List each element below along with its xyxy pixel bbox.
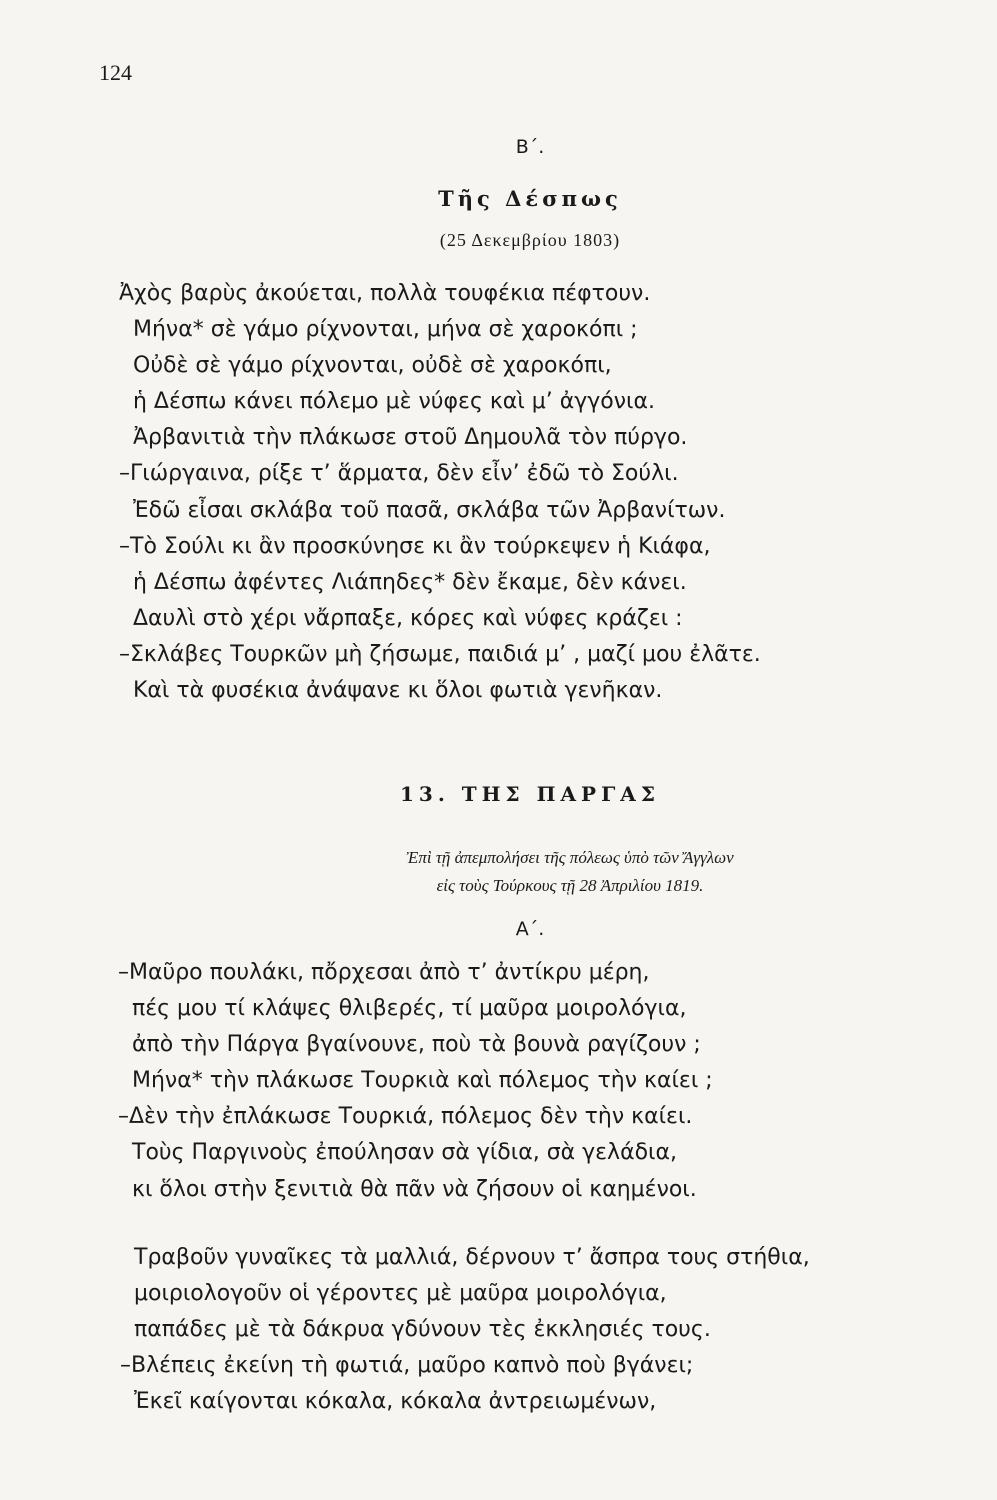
page-number: 124 [99, 60, 132, 85]
verse-line: Οὐδὲ σὲ γάμο ρίχνονται, οὐδὲ σὲ χαροκόπι, [133, 353, 612, 379]
verse-line: –Σκλάβες Τουρκῶν μὴ ζήσωμε, παιδιά μ’ , μαζί μου ἐλᾶτε. [119, 641, 761, 667]
subtitle-line: εἰς τοὺς Τούρκους τῇ 28 Ἀπριλίου 1819. [436, 876, 704, 895]
poem-title-despo: Τῆς Δέσπως [438, 186, 622, 211]
poem1-verses [119, 276, 879, 709]
verse-line: πές μου τί κλάψες θλιβερές, τί μαῦρα μοιρολόγια, [132, 996, 687, 1022]
verse-line: –Γιώργαινα, ρίξε τ’ ἅρματα, δὲν εἶν’ ἐδῶ τὸ Σούλι. [119, 461, 679, 487]
verse-line: Μήνα* σὲ γάμο ρίχνονται, μήνα σὲ χαροκόπι ; [133, 317, 638, 343]
verse-line: Μήνα* τὴν πλάκωσε Τουρκιὰ καὶ πόλεμος τὴν καίει ; [132, 1068, 713, 1094]
verse-line: Καὶ τὰ φυσέκια ἀνάψανε κι ὅλοι φωτιὰ γενῆκαν. [133, 678, 663, 704]
part-a-heading: Α΄. [515, 918, 545, 940]
poem-date: (25 Δεκεμβρίου 1803) [439, 230, 621, 250]
verse-line: μοιριολογοῦν οἱ γέροντες μὲ μαῦρα μοιρολόγια, [134, 1281, 667, 1307]
poem2-stanza-2 [120, 1240, 880, 1420]
verse-line: Ἐδῶ εἶσαι σκλάβα τοῦ πασᾶ, σκλάβα τῶν Ἀρβανίτων. [133, 497, 726, 523]
verse-line: Δαυλὶ στὸ χέρι νἄρπαξε, κόρες καὶ νύφες κράζει : [133, 605, 683, 631]
verse-line: Τραβοῦν γυναῖκες τὰ μαλλιά, δέρνουν τ’ ἄσπρα τους στήθια, [134, 1245, 810, 1270]
poem2-stanza-1 [118, 955, 878, 1208]
verse-line: –Δὲν τὴν ἐπλάκωσε Τουρκιά, πόλεμος δὲν τὴν καίει. [118, 1104, 693, 1130]
poem-title-parga: 13. ΤΗΣ ΠΑΡΓΑΣ [400, 782, 660, 806]
part-b-heading: Β΄. [515, 136, 545, 158]
verse-line: παπάδες μὲ τὰ δάκρυα γδύνουν τὲς ἐκκλησιές τους. [134, 1317, 711, 1343]
verse-line: ἀπὸ τὴν Πάργα βγαίνουνε, ποὺ τὰ βουνὰ ραγίζουν ; [132, 1032, 701, 1058]
verse-line: ἡ Δέσπω ἀφέντες Λιάπηδες* δὲν ἔκαμε, δὲν κάνει. [133, 569, 687, 595]
poem-subtitle [0, 844, 997, 900]
verse-line: –Βλέπεις ἐκείνη τὴ φωτιά, μαῦρο καπνὸ ποὺ βγάνει; [120, 1353, 694, 1379]
verse-line: Τοὺς Παργινοὺς ἐπούλησαν σὰ γίδια, σὰ γελάδια, [132, 1140, 677, 1166]
subtitle-line: Ἐπὶ τῇ ἀπεμπολήσει τῆς πόλεως ὑπὸ τῶν Ἄγγλων [406, 848, 734, 867]
verse-line: Ἀχὸς βαρὺς ἀκούεται, πολλὰ τουφέκια πέφτουν. [119, 281, 651, 306]
verse-line: κι ὅλοι στὴν ξενιτιὰ θὰ πᾶν νὰ ζήσουν οἱ καημένοι. [132, 1176, 697, 1202]
verse-line: –Μαῦρο πουλάκι, πὄρχεσαι ἀπὸ τ’ ἀντίκρυ μέρη, [118, 960, 650, 985]
verse-line: –Τὸ Σούλι κι ἂν προσκύνησε κι ἂν τούρκεψεν ἡ Κιάφα, [119, 533, 711, 559]
verse-line: ἡ Δέσπω κάνει πόλεμο μὲ νύφες καὶ μ’ ἀγγόνια. [133, 389, 655, 415]
verse-line: Ἀρβανιτιὰ τὴν πλάκωσε στοῦ Δημουλᾶ τὸν πύργο. [133, 425, 688, 451]
verse-line: Ἐκεῖ καίγονται κόκαλα, κόκαλα ἀντρειωμένων, [134, 1389, 657, 1415]
